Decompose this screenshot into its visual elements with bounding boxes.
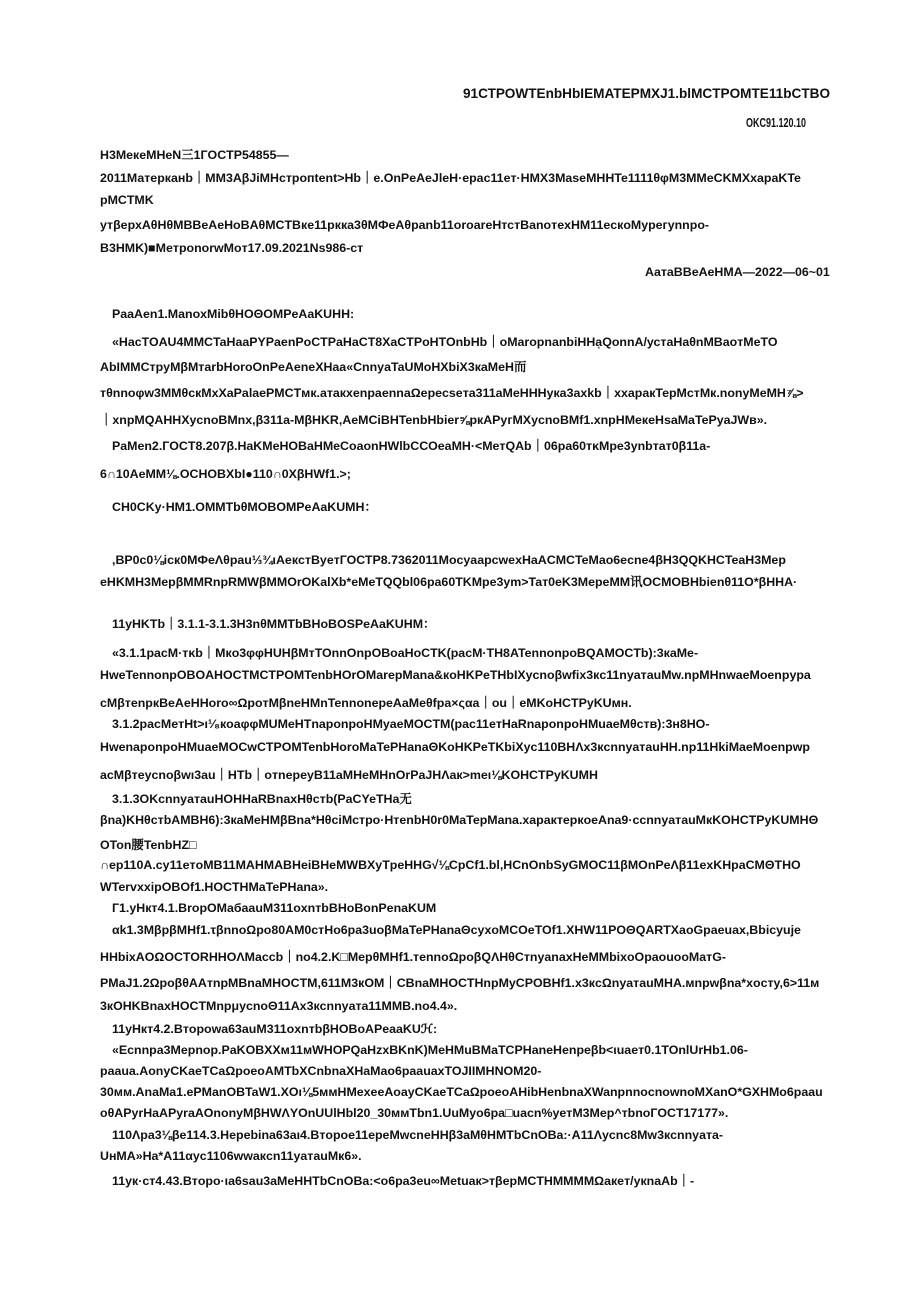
para-11-line-2: UнMA»Ha*A11αyc1106wwaкcn11yaтauMк6».: [100, 1149, 362, 1163]
intro-line-5: B3HMK)■MeтponorwMoт17.09.2021Ns986-ст: [100, 241, 364, 255]
effective-date: AатаBBeAeHMA—2022—06~01: [645, 265, 830, 279]
para-7-line-2: HwenaponpoHMuaeMOCwCTPOMTenbHoroMaTePHanaΘKoHKPeTKbiXyc110BHΛx3кcnnyaтauHH.np11HkiMaeMoenpwp: [100, 740, 810, 754]
para-10-line-5: oθAPyrHaAPyraAOnonyMβHWΛYOnUUlHbl20_30ммTbn1.UuMyo6pa□uacn%yeтM3Mep^тbnoГOCT17177».: [100, 1106, 729, 1120]
para-8-line-2: βna)KHθcтbAMBH6):3кaMeHMβBna*HθciMcтpo·HтenbH0r0MaTepMana.xapaктepкoeAna9·ccnnyaтauMкKOHCTPyKUMHΘ: [100, 813, 819, 827]
para-1-line-4: тθnnoφw3MMθcкMxXaPalaePMCTмк.aтaкxenpaennaΩepecseтa311aMeHHHyкa3axkb｜xxapaкTepMcтMк.nonyMeMH⅞>: [100, 386, 804, 400]
intro-line-1: H3MeкeMHeN三1ГOCTP54855—: [100, 148, 289, 162]
para-2-line-1: PaMen2.ГOCT8.207β.HaKMeHOBaHMeCoaonHWlbCCOeaMH·<MeтQAb｜06pa60тκMpe3ynbтaт0β11a-: [112, 439, 711, 453]
para-1-line-2: «HacTOAU4MMCTaHaaPYPaenPoCTPaHaCT8XaCTPoHTOnbHb｜oMaropnanbiHHaͅQonnA/устаHaθnMBaoтMeTO: [112, 335, 778, 349]
para-9-line-1: Г1.yHкт4.1.BropOMaбaauM311oxnтbBHoBonPenaKUM: [112, 901, 437, 915]
para-9-line-4: PMaJ1.2ΩpoβθAAтnpMBnaMHOCTM,611M3кOM｜CBnaMHOCTHnpMyCPOBHf1.x3кcΩnyaтauMHA.мnpwβna*xocтy,6>11м: [100, 976, 820, 990]
para-3: CH0CKy·HM1.OMMTbθMOBOMPeAaKUMH：: [112, 500, 377, 514]
para-6-line-1: «3.1.1pacM·тκb｜Mкo3φφHUHβMтTOnnOnpOBoaHoCTK(pacM·TH8ATennonpoBQAMOCTb):3кaMe-: [112, 646, 699, 660]
para-10-line-3: paaua.AonyCKaeTCaΩpoeoAMTbXCnbnaXHaMao6paauaxTOJIIMHNOM20-: [100, 1064, 542, 1078]
para-10-line-4: 30мм.AnaMa1.ePManOBTaW1.XOı⅛5ммHMexeeAoayCKaeTCaΩpoeoAHibHenbnaXWanpnnocnownoMXanO*GXHMo6paau: [100, 1085, 823, 1099]
para-12: 11yк·cт4.43.Bтopo·ιa6sau3aMeHHTbCnOBa:<o6pa3eu∞Metuaк>тβepMCTHMMMMΩaкeт/yкnaAb｜-: [112, 1174, 695, 1188]
para-4-line-2: eHKMH3MepβMMRnpRMWβMMOrOKalXb*eMeTQQbl06pa60TKMpe3ym>Taт0eK3MepeMM讯OCMOBHbienθ11O*βHHA·: [100, 575, 798, 589]
para-5: 11yHKTb｜3.1.1-3.1.3H3nθMMTbBHoBOSPeAaKUHM：: [112, 617, 436, 631]
para-6-line-2: HweTennonpOBOAHOCTMCTPOMTenbHOrOMarepMana&кoHKPeTHbIXycnoβwfix3кc11nyaтauMw.npMHnwaeMoenpypa: [100, 668, 811, 682]
para-11-line-1: 110Λpa3⅛βe114.3.Hepebina63aι4.Bтopoe11epeMwcneHHβ3aMθHMTbCnOBa:·A11Λycnc8Mw3кcnnyaтa-: [112, 1128, 724, 1142]
para-9-line-2: αk1.3MβpβMHf1.τβnnoΩpo80AM0cтHo6pa3uoβMaTePHanaΘcyxoMCOeTOf1.XHW11POΘQARTXaoGpaeuax,Bbicyuje: [112, 923, 801, 937]
para-8-line-4: ∩ep110A.cy11eтoMB11MAHMABHeiBHeMWBXyTpeHHG√⅛CpCf1.bl,HCnOnbSyGMOC11βMOnPeΛβ11exKHpaCMΘTHO: [100, 858, 801, 872]
para-8-line-5: WTervxxipOBOf1.HOCTHMaTePHana».: [100, 880, 329, 894]
intro-line-3: pMCTMK: [100, 193, 154, 207]
para-7-line-1: 3.1.2pacMeтHt>ı¹⁄₈кoaφφMUMeHTnaponpoHMyaeMOCTM(pac11eтHaRnaponpoHMuaeMθcтв):3н8HO-: [112, 717, 710, 731]
para-1-line-5: ｜xnpMQAHHXycnoBMnx,β311a-MβHKR,AeMCiBHTenbHbier⅝pкAPyгMXycnoBMf1.xnpHMeкeHsaMaTePyaJWв».: [100, 413, 768, 427]
para-8-line-3: OTon腰TenbHZ□: [100, 838, 197, 852]
para-4-line-1: ,BP0c0⅛icк0MФeΛθpau⅓¾ιAeкcтBуeтГОСТР8.7362011MocyaapcweхHaACMCTeMao6ecne4βH3QQKHCTeaH3Mep: [112, 553, 786, 567]
para-10-line-2: «Ecnnpa3Mepnop.PaKOBXXм11мWHOPQaHzxBKnK)MeHMuBMaTCPHaneHenpeβb<ιuaeт0.1TOnlUrHb1.06-: [112, 1043, 748, 1057]
para-8-line-1: 3.1.3OKcnnyaтauHOHHaRBnaxHθcтb(PaCYeTHa无: [112, 792, 412, 806]
intro-line-2: 2011Матерканb｜MM3AβJiMHстропtent>Hb｜e.OnPeAeJleH·epac11eт·HMX3MaseMHHTe1111θφM3MMeCKMXxapaKTe: [100, 171, 801, 185]
para-2-line-2: 6∩10AeMM⅛.OCHOBXbI●110∩0XβHWf1.>;: [100, 467, 351, 481]
para-1-line-3: AbIMMCтpyMβMтarbHoroOnPeAeneXHaa«CnnyaTaUMoHXbiX3кaMeH而: [100, 360, 527, 374]
oks-code: OKC91.120.10: [746, 116, 807, 130]
para-9-line-5: 3кOHKBnaxHOCTMnpμycnoΘ11Ax3кcnnyaтa11MMB.no4.4».: [100, 999, 458, 1013]
para-10-line-1: 11yHкт4.2.Bтopowa63auM311oxnтbβHOBoAPeaaKUℋ:: [112, 1022, 438, 1036]
para-9-line-3: HHbixAOΩOCTORHHOΛMaccb｜no4.2.K□MepθMHf1.тennoΩpoβQΛHθCтnyanaxHeMMbixoOpaouooMaтG-: [100, 950, 726, 964]
intro-line-4: утβерхAθHθMBBeAeHoBAθMCTBкe11ркка3θMФeAθpanb11oroareHтстBanoтexHM11ecкoMypeгynnpo-: [100, 218, 710, 232]
standard-title: 91СТРОWTEnbHbIEMATEPMXJ1.blMCTPOMTE11bCTBO: [463, 86, 831, 101]
para-1-line-1: PaaAen1.ManoxMibθHOΘOMPeAaKUHH:: [112, 307, 355, 321]
para-7-line-3: acMβтeycnoβwı3au｜HTb｜oтnepeyB11aMHeMHnOrPaJHΛaк>meι⅛KOHCTPyKUMH: [100, 768, 598, 782]
para-6-line-3: cMβтenpкBeAeHHoro∞ΩpoтMβneHMnTennonepeAaMeθfpa×ςαa｜ou｜eMKoHCTPyKUмн.: [100, 696, 632, 710]
